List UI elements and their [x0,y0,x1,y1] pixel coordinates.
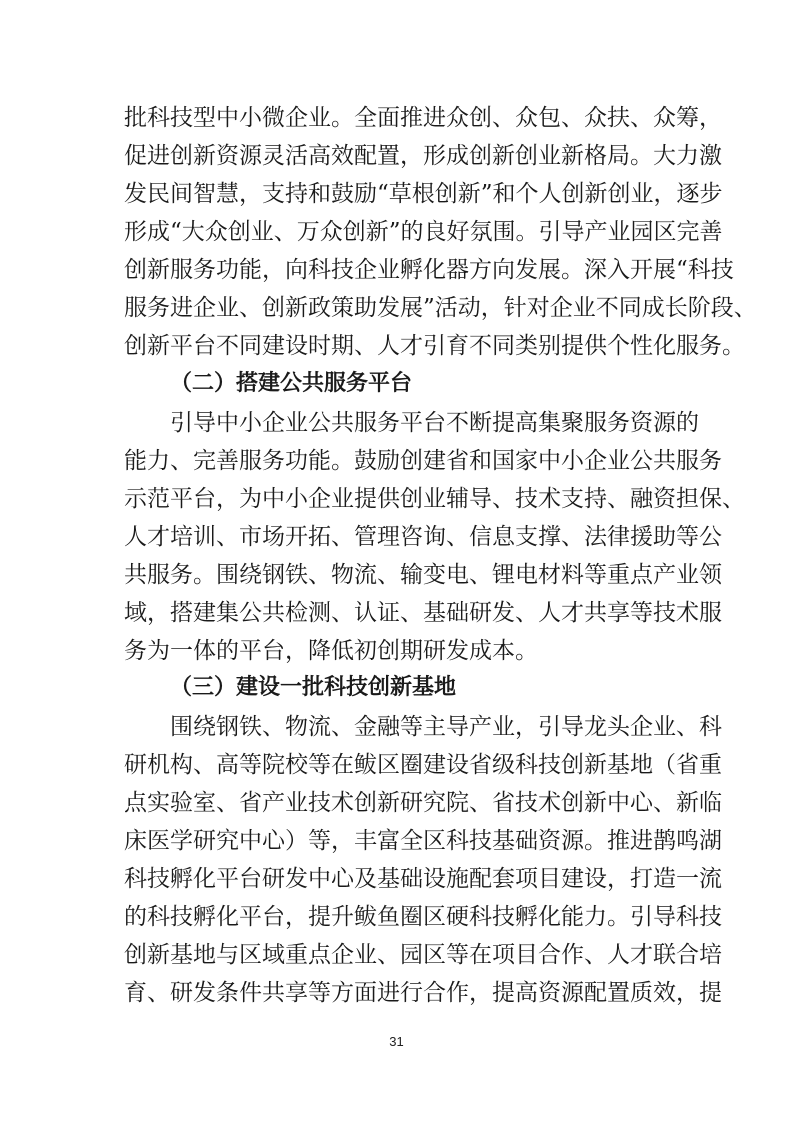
paragraph-1-line-2: 促进创新资源灵活高效配置，形成创新创业新格局。大力激 [124,143,722,169]
paragraph-2-line-5: 共服务。围绕钢铁、物流、输变电、锂电材料等重点产业领 [124,562,722,588]
paragraph-2-line-1: 引导中小企业公共服务平台不断提高集聚服务资源的 [170,410,699,436]
paragraph-2-line-7: 务为一体的平台，降低初创期研发成本。 [124,638,538,664]
page-number: 31 [389,1034,404,1049]
paragraph-1-line-5: 创新服务功能，向科技企业孵化器方向发展。深入开展“科技 [124,257,734,283]
paragraph-3-line-6: 的科技孵化平台，提升鲅鱼圈区硬科技孵化能力。引导科技 [124,904,722,930]
paragraph-2-line-3: 示范平台，为中小企业提供创业辅导、技术支持、融资担保、 [124,486,745,512]
paragraph-1-line-4: 形成“大众创业、万众创新”的良好氛围。引导产业园区完善 [124,219,723,245]
paragraph-1-line-6: 服务进企业、创新政策助发展”活动，针对企业不同成长阶段、 [124,295,757,321]
section-heading-3: （三）建设一批科技创新基地 [170,675,457,700]
paragraph-2-line-2: 能力、完善服务功能。鼓励创建省和国家中小企业公共服务 [124,448,722,474]
section-heading-2: （二）搭建公共服务平台 [170,371,413,396]
paragraph-3-line-8: 育、研发条件共享等方面进行合作，提高资源配置质效，提 [124,980,722,1006]
paragraph-1-line-3: 发民间智慧，支持和鼓励“草根创新”和个人创新创业，逐步 [124,181,723,207]
paragraph-2-line-6: 域，搭建集公共检测、认证、基础研发、人才共享等技术服 [124,600,722,626]
paragraph-3-line-5: 科技孵化平台研发中心及基础设施配套项目建设，打造一流 [124,866,722,892]
paragraph-3-line-3: 点实验室、省产业技术创新研究院、省技术创新中心、新临 [124,790,722,816]
paragraph-3-line-4: 床医学研究中心）等，丰富全区科技基础资源。推进鹊鸣湖 [124,828,722,854]
paragraph-2-line-4: 人才培训、市场开拓、管理咨询、信息支撑、法律援助等公 [124,524,722,550]
paragraph-3-line-2: 研机构、高等院校等在鲅区圈建设省级科技创新基地（省重 [124,752,722,778]
paragraph-3-line-1: 围绕钢铁、物流、金融等主导产业，引导龙头企业、科 [170,714,722,740]
paragraph-3-line-7: 创新基地与区域重点企业、园区等在项目合作、人才联合培 [124,942,722,968]
paragraph-1-line-1: 批科技型中小微企业。全面推进众创、众包、众扶、众筹， [124,105,722,131]
paragraph-1-line-7: 创新平台不同建设时期、人才引育不同类别提供个性化服务。 [124,333,745,359]
